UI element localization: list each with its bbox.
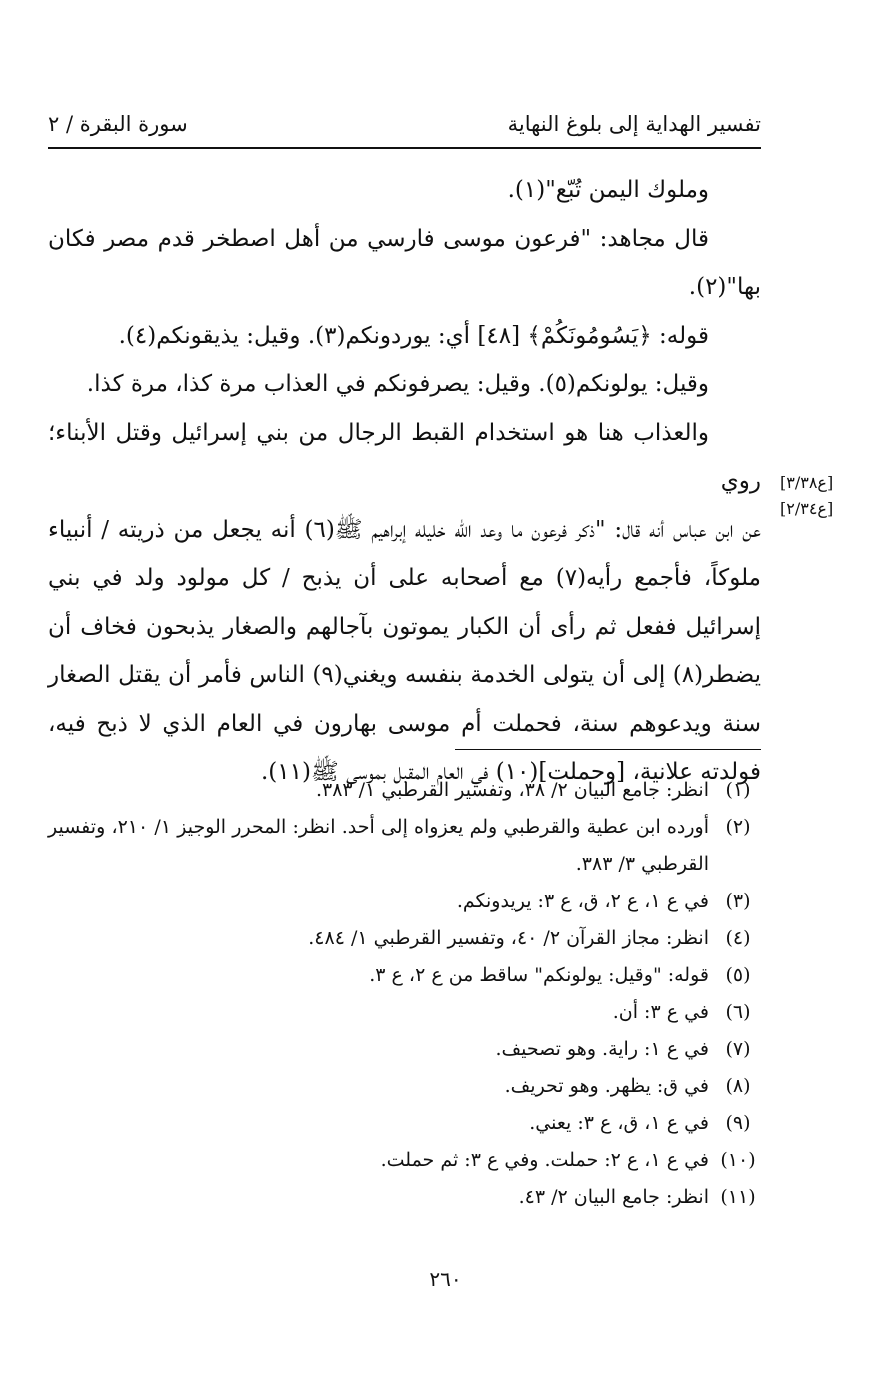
footnote-number: (٤) [725,927,751,949]
footnote-number: (٢) [725,816,751,838]
footnote [48,1031,761,1068]
paragraph: قال مجاهد: "فرعون موسى فارسي من أهل اصطخر قدم مصر فكان بها"(٢). [48,225,761,300]
book-title: تفسير الهداية إلى بلوغ النهاية [507,112,761,136]
footnotes [48,772,761,1216]
footnote-number: (١) [725,779,751,801]
main-text [48,166,761,797]
footnote [48,1068,761,1105]
footnote-text: انظر: جامع البيان ٢/ ٣٨، وتفسير القرطبي ١/ ٣٨٣. [315,779,709,801]
footnote [48,883,761,920]
footnote [48,1179,761,1216]
paragraph: قوله: ﴿يَسُومُونَكُمْ﴾ [٤٨] أي: يوردونكم(٣). وقيل: يذيقونكم(٤). [118,322,709,349]
footnote-text: انظر: جامع البيان ٢/ ٤٣. [518,1186,709,1208]
footnote-text: في ع ٣: أن. [612,1001,709,1023]
footnote-number: (١١) [720,1186,756,1208]
footnote-number: (٣) [725,890,751,912]
footnote-text: قوله: "وقيل: يولونكم" ساقط من ع ٢، ع ٣. [369,964,709,986]
paragraph: وملوك اليمن تُبّع"(١). [507,177,709,203]
margin-note: [ع٣/٣٨] [780,473,834,492]
page-number: ٢٦٠ [429,1267,462,1291]
footnote-number: (١٠) [720,1149,756,1171]
footnote-rule [455,749,761,750]
footnote-number: (٧) [725,1038,751,1060]
footnote-text: انظر: مجاز القرآن ٢/ ٤٠، وتفسير القرطبي ١/ ٤٨٤. [308,927,709,949]
running-header [48,112,761,142]
footnote [48,994,761,1031]
footnote-number: (٥) [725,964,751,986]
footnote-number: (٩) [725,1112,751,1134]
footnote [48,957,761,994]
paragraph: وقيل: يولونكم(٥). وقيل: يصرفونكم في العذاب مرة كذا، مرة كذا. [86,371,709,397]
footnote [48,920,761,957]
footnote-number: (٨) [725,1075,751,1097]
footnote-text: في ع ١، ع ٢، ق، ع ٣: يريدونكم. [456,890,709,912]
paragraph: عن ابن عباس أنه قال: "ذكر فرعون ما وعد الله خليله إبراهيم ﷺ(٦) أنه يجعل من ذريته / أنبياء ملوكاً، فأجمع رأيه(٧) مع أصحابه على أن يذبح / كل مولود ولد في بني إسرائيل ففعل ثم رأى أن الكبار يموتون بآجالهم والصغار يذبحون فخاف أن يضطر(٨) إلى أن يتولى الخدمة بنفسه ويغني(٩) الناس فأمر أن يقتل الصغار سنة ويدعوهم سنة، فحملت أم موسى بهارون في العام الذي لا ذبح فيه، فولدته علانية، [وحملت](١٠) في العام المقبل بموسى ﷺ(١١). [48,516,762,785]
footnote-number: (٦) [725,1001,751,1023]
footnote [48,772,761,809]
footnote-text: في ع ١: راية. وهو تصحيف. [495,1038,709,1060]
margin-note: [ع٢/٣٤] [780,499,834,518]
footnote [48,809,761,883]
footnote [48,1142,761,1179]
footnote-text: أورده ابن عطية والقرطبي ولم يعزواه إلى أحد. انظر: المحرر الوجيز ١/ ٢١٠، وتفسير القرطبي ٣/ ٣٨٣. [48,816,709,875]
footnote-text: في ع ١، ق، ع ٣: يعني. [529,1112,709,1134]
surah-label: سورة البقرة / ٢ [48,112,188,136]
footnote [48,1105,761,1142]
manuscript-margin-notes [780,470,850,522]
footnote-text: في ع ١، ع ٢: حملت. وفي ع ٣: ثم حملت. [380,1149,709,1171]
paragraph: والعذاب هنا هو استخدام القبط الرجال من بني إسرائيل وقتل الأبناء؛ روي [48,419,761,494]
header-rule [48,147,761,149]
footnote-text: في ق: يظهر. وهو تحريف. [504,1075,709,1097]
